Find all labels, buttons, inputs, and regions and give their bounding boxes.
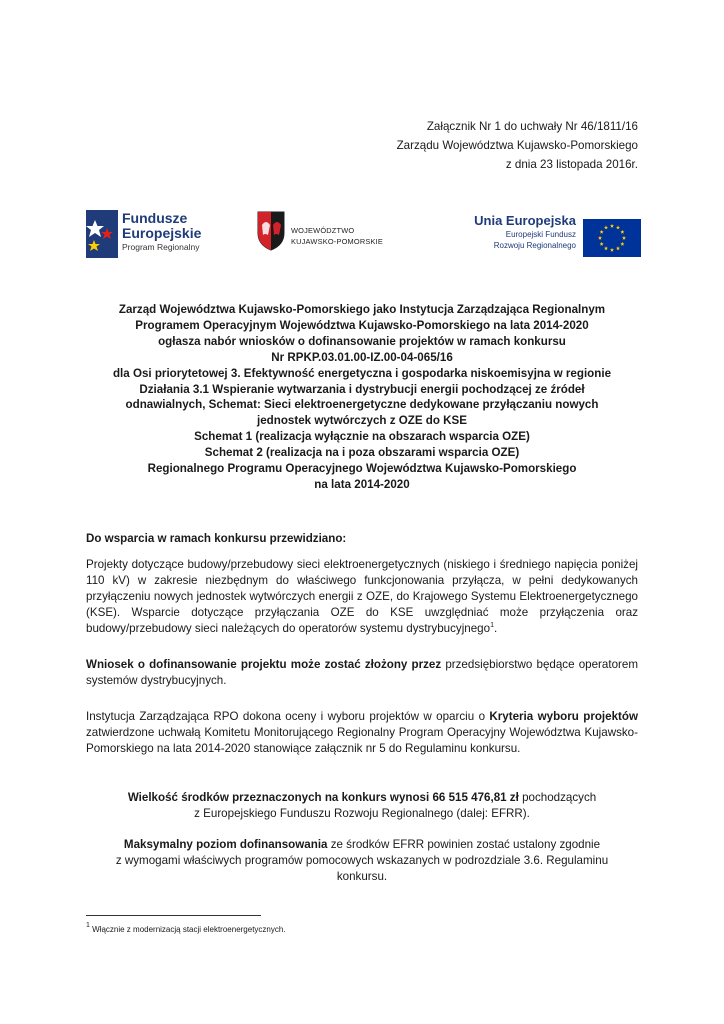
heading-line: Schemat 1 (realizacja wyłącznie na obszarach wsparcia OZE) bbox=[194, 430, 530, 444]
evaluation-text-post: zatwierdzone uchwałą Komitetu Monitorującego Regionalny Program Operacyjny Województwa Kujawsko-Pomorskiego na lata 2014-2020 stanowiące załącznik nr 5 do Regulaminu konkursu. bbox=[86, 725, 638, 755]
kp-line-2: KUJAWSKO-POMORSKIE bbox=[291, 237, 384, 246]
evaluation-text-pre: Instytucja Zarządzająca RPO dokona oceny i wyboru projektów w oparciu o bbox=[86, 710, 490, 723]
annex-line-1: Załącznik Nr 1 do uchwały Nr 46/1811/16 bbox=[426, 120, 638, 133]
max-cofinancing-rest: ze środków EFRR powinien zostać ustalony zgodnie bbox=[327, 838, 601, 851]
heading-line: dla Osi priorytetowej 3. Efektywność energetyczna i gospodarka niskoemisyjna w regionie bbox=[112, 366, 612, 380]
footnote bbox=[86, 924, 286, 935]
logo-bar bbox=[86, 199, 614, 273]
fundusze-europejskie-text bbox=[122, 211, 201, 253]
heading-line: Działania 3.1 Wspieranie wytwarzania i dystrybucji energii pochodzącej ze źródeł bbox=[139, 382, 585, 396]
max-cofinancing-line-1 bbox=[86, 837, 638, 853]
heading-line: odnawialnych, Schemat: Sieci elektroenergetyczne dedykowane przyłączaniu nowych bbox=[125, 398, 599, 412]
selection-criteria-bold: Kryteria wyboru projektów bbox=[489, 710, 638, 723]
fe-line-2: Europejskie bbox=[122, 225, 202, 241]
announcement-heading bbox=[86, 302, 638, 493]
support-section-title: Do wsparcia w ramach konkursu przewidziano: bbox=[86, 532, 347, 545]
heading-line: Zarząd Województwa Kujawsko-Pomorskiego jako Instytucja Zarządzająca Regionalnym bbox=[118, 303, 606, 316]
heading-line: na lata 2014-2020 bbox=[314, 477, 410, 491]
funding-amount-paragraph bbox=[86, 790, 638, 822]
eu-flag-icon bbox=[583, 219, 641, 257]
annex-line-2: Zarządu Województwa Kujawsko-Pomorskiego bbox=[396, 139, 638, 152]
unia-europejska-text bbox=[428, 213, 576, 251]
applicant-paragraph bbox=[86, 657, 638, 689]
kujawsko-pomorskie-text bbox=[291, 225, 383, 247]
funding-amount-line-1 bbox=[86, 790, 638, 806]
footnote-reference[interactable]: 1 bbox=[490, 621, 494, 629]
ue-line-3: Rozwoju Regionalnego bbox=[493, 241, 576, 250]
annex-header bbox=[397, 117, 638, 174]
heading-line: Schemat 2 (realizacja na i poza obszarami wsparcia OZE) bbox=[204, 446, 520, 460]
max-cofinancing-line-2: z wymogami właściwych programów pomocowych wskazanych w podrozdziale 3.6. Regulaminu bbox=[115, 853, 609, 867]
max-cofinancing-line-3: konkursu. bbox=[336, 869, 388, 883]
footnote-divider bbox=[86, 915, 261, 916]
footnote-mark: 1 bbox=[86, 922, 90, 929]
fe-line-1: Fundusze bbox=[122, 210, 188, 226]
support-description-text: Projekty dotyczące budowy/przebudowy sieci elektroenergetycznych (niskiego i średniego napięcia poniżej 110 kV) w zakresie niezbędnym do właściwego funkcjonowania przyłącza, w pełni dedykowanych przyłączeniu nowych jednostek wytwórczych energii z OZE, do Krajowego Systemu Elektroenergetycznego (KSE). Wsparcie dotyczące przyłączania OZE do KSE uwzględniać może przyłączenia oraz budowy/przebudowy sieci należących do operatorów systemu dystrybucyjnego bbox=[86, 558, 638, 635]
heading-line: Regionalnego Programu Operacyjnego Województwa Kujawsko-Pomorskiego bbox=[147, 462, 577, 476]
fundusze-europejskie-logo-icon bbox=[86, 210, 118, 258]
heading-line: Nr RPKP.03.01.00-IZ.00-04-065/16 bbox=[271, 350, 453, 364]
applicant-bold-text: Wniosek o dofinansowanie projektu może zostać złożony przez bbox=[86, 658, 442, 671]
fe-line-3: Program Regionalny bbox=[122, 242, 200, 252]
evaluation-paragraph bbox=[86, 709, 638, 757]
ue-line-1: Unia Europejska bbox=[474, 213, 576, 228]
funding-amount-bold: Wielkość środków przeznaczonych na konkurs wynosi 66 515 476,81 zł bbox=[127, 791, 519, 804]
kp-line-1: WOJEWÓDZTWO bbox=[291, 226, 355, 235]
funding-amount-rest: pochodzących bbox=[518, 791, 597, 804]
heading-line: Programem Operacyjnym Województwa Kujawsko-Pomorskiego na lata 2014-2020 bbox=[135, 318, 589, 332]
annex-line-3: z dnia 23 listopada 2016r. bbox=[505, 158, 638, 171]
kujawsko-pomorskie-coat-of-arms-icon bbox=[257, 211, 285, 251]
max-cofinancing-paragraph bbox=[86, 837, 638, 885]
ue-line-2: Europejski Fundusz bbox=[505, 230, 576, 239]
applicant-text: przedsiębiorstwo będące operatorem systemów dystrybucyjnych. bbox=[86, 658, 638, 687]
support-description-paragraph bbox=[86, 557, 638, 637]
footnote-text: Włącznie z modernizacją stacji elektroenergetycznych. bbox=[89, 925, 286, 934]
heading-line: ogłasza nabór wniosków o dofinansowanie projektów w ramach konkursu bbox=[158, 334, 566, 348]
heading-line: jednostek wytwórczych z OZE do KSE bbox=[256, 414, 468, 428]
sentence-end: . bbox=[493, 621, 498, 635]
max-cofinancing-bold: Maksymalny poziom dofinansowania bbox=[123, 838, 328, 851]
funding-amount-line-2: z Europejskiego Funduszu Rozwoju Regionalnego (dalej: EFRR). bbox=[194, 806, 530, 820]
